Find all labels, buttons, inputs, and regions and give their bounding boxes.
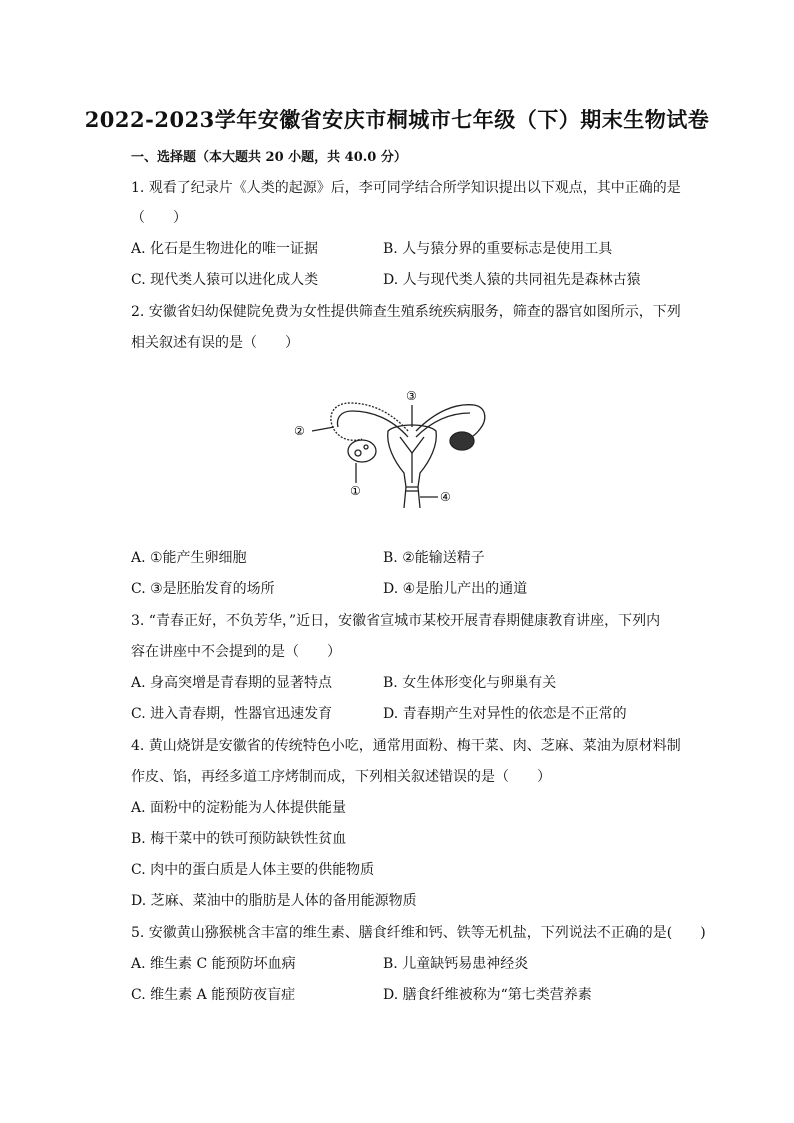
question-4-option-d: D. 芝麻、菜油中的脂肪是人体的备用能源物质 bbox=[131, 893, 417, 909]
question-4-line-2: 作皮、馅，再经多道工序烤制而成，下列相关叙述错误的是（ ） bbox=[131, 769, 551, 785]
question-3-option-d: D. 青春期产生对异性的依恋是不正常的 bbox=[383, 706, 627, 722]
question-3-line-2: 容在讲座中不会提到的是（ ） bbox=[131, 644, 341, 660]
question-5-option-a: A. 维生素 C 能预防坏血病 bbox=[131, 956, 296, 972]
question-4-option-a: A. 面粉中的淀粉能为人体提供能量 bbox=[131, 800, 347, 816]
question-2-option-d: D. ④是胎儿产出的通道 bbox=[383, 581, 528, 597]
page-title: 2022-2023学年安徽省安庆市桐城市七年级（下）期末生物试卷 bbox=[84, 107, 710, 132]
question-4-option-c: C. 肉中的蛋白质是人体主要的供能物质 bbox=[131, 862, 375, 878]
figure-label-2: ② bbox=[294, 424, 305, 438]
section-heading: 一、选择题（本大题共 20 小题，共 40.0 分） bbox=[131, 150, 407, 165]
question-1-option-c: C. 现代类人猿可以进化成人类 bbox=[131, 272, 319, 288]
question-2-option-b: B. ②能输送精子 bbox=[383, 550, 485, 566]
figure-label-4: ④ bbox=[440, 490, 451, 504]
question-1-option-d: D. 人与现代类人猿的共同祖先是森林古猿 bbox=[383, 272, 641, 288]
question-3-option-a: A. 身高突增是青春期的显著特点 bbox=[131, 675, 333, 691]
figure-label-1: ① bbox=[350, 484, 361, 498]
question-1-line-2: （ ） bbox=[131, 210, 187, 226]
question-5-option-c: C. 维生素 A 能预防夜盲症 bbox=[131, 987, 296, 1003]
question-5-line-1: 5. 安徽黄山猕猴桃含丰富的维生素、膳食纤维和钙、铁等无机盐，下列说法不正确的是( ) bbox=[131, 925, 706, 941]
question-3-line-1: 3. “青春正好，不负芳华，”近日，安徽省宣城市某校开展青春期健康教育讲座，下列内 bbox=[131, 613, 661, 629]
question-3-option-b: B. 女生体形变化与卵巢有关 bbox=[383, 675, 557, 691]
question-5-option-b: B. 儿童缺钙易患神经炎 bbox=[383, 956, 529, 972]
reproductive-organ-figure bbox=[290, 383, 490, 513]
question-2-line-1: 2. 安徽省妇幼保健院免费为女性提供筛查生殖系统疾病服务，筛查的器官如图所示，下列 bbox=[131, 304, 681, 320]
question-5-option-d: D. 膳食纤维被称为“第七类营养素 bbox=[383, 987, 592, 1003]
question-1-option-b: B. 人与猿分界的重要标志是使用工具 bbox=[383, 241, 613, 257]
question-3-option-c: C. 进入青春期，性器官迅速发育 bbox=[131, 706, 333, 722]
figure-label-3: ③ bbox=[406, 389, 417, 403]
question-1-option-a: A. 化石是生物进化的唯一证据 bbox=[131, 241, 319, 257]
question-1-line-1: 1. 观看了纪录片《人类的起源》后，李可同学结合所学知识提出以下观点，其中正确的是 bbox=[131, 180, 681, 196]
question-4-line-1: 4. 黄山烧饼是安徽省的传统特色小吃，通常用面粉、梅干菜、肉、芝麻、菜油为原材料制 bbox=[131, 738, 681, 754]
question-2-option-a: A. ①能产生卵细胞 bbox=[131, 550, 247, 566]
question-2-line-2: 相关叙述有误的是（ ） bbox=[131, 335, 299, 351]
uterus-diagram bbox=[290, 383, 490, 513]
question-4-option-b: B. 梅干菜中的铁可预防缺铁性贫血 bbox=[131, 831, 347, 847]
question-2-option-c: C. ③是胚胎发育的场所 bbox=[131, 581, 275, 597]
